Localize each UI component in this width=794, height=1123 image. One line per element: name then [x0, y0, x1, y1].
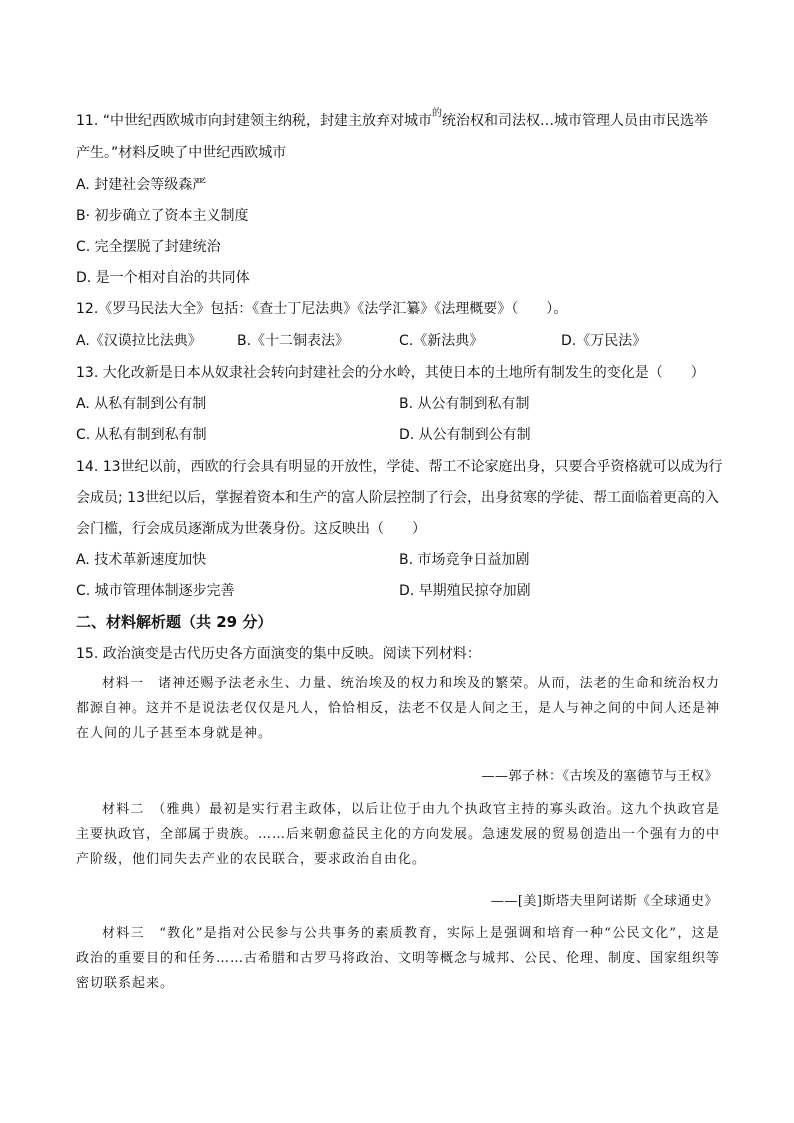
- material-1: 材料一 诸神还赐予法老永生、力量、统治埃及的权力和埃及的繁荣。从而，法老的生命和统治权力都源自神。这并不是说法老仅仅是凡人，恰恰相反，法老不仅是人间之王，是人与神之间的中间人还是神在人间的儿子甚至本身就是神。: [76, 676, 721, 741]
- q12-stem: 12.《罗马民法大全》包括：《查士丁尼法典》《法学汇纂》《法理概要》（ ）。: [76, 301, 568, 317]
- q13-stem: 13. 大化改新是日本从奴隶社会转向封建社会的分水岭，其使日本的土地所有制发生的变化是（ ）: [76, 365, 705, 381]
- q14-option-c[interactable]: C. 城市管理体制逐步完善: [76, 583, 235, 599]
- q14-stem-line3: 会门槛，行会成员逐渐成为世袭身份。这反映出（ ）: [76, 521, 426, 537]
- q11-stem-part-b: 统治权和司法权…城市管理人员由市民选举: [441, 113, 708, 129]
- q11-option-b[interactable]: B· 初步确立了资本主义制度: [76, 208, 249, 224]
- q13-option-a[interactable]: A. 从私有制到公有制: [76, 396, 207, 412]
- material-2-source: ——[美]斯塔夫里阿诺斯《全球通史》: [490, 894, 718, 909]
- q12-option-b[interactable]: B.《十二铜表法》: [237, 333, 350, 349]
- q11-option-d[interactable]: D. 是一个相对自治的共同体: [76, 270, 250, 286]
- q14-option-b[interactable]: B. 市场竞争日益加剧: [399, 552, 530, 568]
- q15-stem: 15. 政治演变是古代历史各方面演变的集中反映。阅读下列材料：: [76, 646, 481, 662]
- q12-option-d[interactable]: D.《万民法》: [561, 333, 647, 349]
- q13-option-c[interactable]: C. 从私有制到私有制: [76, 427, 207, 443]
- q12-option-c[interactable]: C.《新法典》: [399, 333, 484, 349]
- q12-option-a[interactable]: A.《汉谟拉比法典》: [76, 333, 202, 349]
- q11-option-a[interactable]: A. 封建社会等级森严: [76, 177, 207, 193]
- q14-stem-line1: 14. 13世纪以前，西欧的行会具有明显的开放性，学徒、帮工不论家庭出身，只要合乎资格就可以成为行: [76, 459, 723, 475]
- q13-option-d[interactable]: D. 从公有制到公有制: [399, 427, 531, 443]
- q11-stem-line2: 产生。”材料反映了中世纪西欧城市: [76, 145, 287, 161]
- material-2: 材料二 （雅典）最初是实行君主政体，以后让位于由九个执政官主持的寡头政治。这九个执政官是主要执政官，全部属于贵族。……后来朝愈益民主化的方向发展。急速发展的贸易创造出一个强有力的中产阶级，他们同失去产业的农民联合，要求政治自由化。: [76, 802, 721, 867]
- material-3: 材料三 “教化”是指对公民参与公共事务的素质教育，实际上是强调和培育一种“公民文化”，这是政治的重要目的和任务……古希腊和古罗马将政治、文明等概念与城邦、公民、伦理、制度、国家组织等密切联系起来。: [76, 926, 721, 991]
- q11-option-c[interactable]: C. 完全摆脱了封建统治: [76, 239, 221, 255]
- q14-option-a[interactable]: A. 技术革新速度加快: [76, 552, 207, 568]
- q11-stem-line1: [76, 108, 708, 132]
- q14-option-d[interactable]: D. 早期殖民掠夺加剧: [399, 583, 531, 599]
- q11-stem-superscript: 的: [431, 108, 442, 119]
- section-heading: 二、材料解析题（共 29 分）: [76, 613, 273, 631]
- q13-option-b[interactable]: B. 从公有制到私有制: [399, 396, 530, 412]
- material-1-source: ——郭子林：《古埃及的塞德节与王权》: [481, 769, 718, 784]
- q14-stem-line2: 会成员; 13世纪以后，掌握着资本和生产的富人阶层控制了行会，出身贫寒的学徒、帮工面临着更高的入: [76, 490, 719, 506]
- q11-stem-part-a: 11. “中世纪西欧城市向封建领主纳税，封建主放弃对城市: [76, 113, 432, 129]
